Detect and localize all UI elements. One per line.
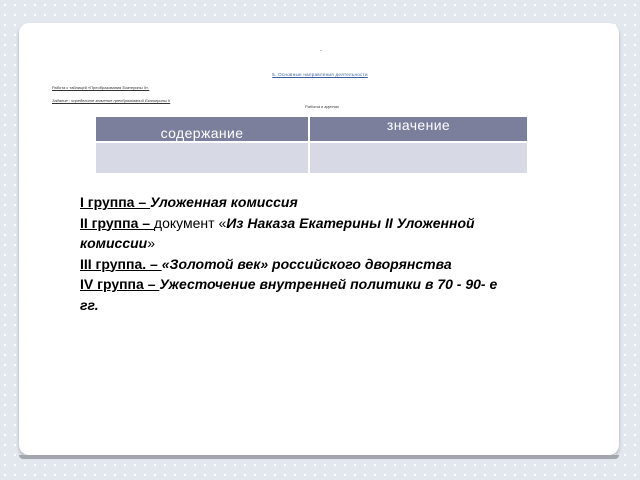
group-3 — [80, 254, 500, 275]
group-work-caption: Работа в группах — [305, 104, 339, 109]
reforms-table — [96, 117, 527, 173]
group-4 — [80, 274, 500, 315]
group-1 — [80, 192, 500, 213]
group-2-label: II группа – — [80, 214, 154, 231]
group-2-prefix: документ « — [153, 214, 227, 231]
group-2 — [80, 213, 500, 254]
group-2-suffix: » — [147, 235, 156, 251]
group-4-label: IV группа – — [80, 276, 160, 292]
group-assignments — [80, 192, 500, 315]
group-2-text: Из Наказа Екатерины II Уложенной комиссии — [80, 214, 475, 251]
table-row — [96, 142, 527, 173]
group-3-text: «Золотой век» российского дворянства — [161, 255, 452, 272]
task-line-table: Работа с таблицей «Преобразования Екатерины II». — [52, 85, 150, 90]
group-4-text: Ужесточение внутренней политики в 70 - 90- е гг. — [80, 276, 498, 313]
table-cell-content[interactable] — [96, 142, 309, 173]
slide-shadow-line — [19, 455, 619, 459]
group-1-text: Уложенная комиссия — [150, 194, 298, 210]
task-line-assignment: Задание : определите значение преобразований Екатерины II — [52, 98, 171, 103]
group-1-label: I группа – — [80, 194, 151, 210]
header-content: содержание — [96, 117, 309, 142]
dash-mark: - — [320, 48, 322, 54]
section-heading: 5. Основные направления деятельности — [272, 72, 368, 77]
table-cell-meaning[interactable] — [309, 142, 527, 173]
table-header-row — [96, 117, 527, 142]
group-3-label: III группа. – — [80, 255, 162, 272]
header-meaning: значение — [309, 117, 527, 142]
